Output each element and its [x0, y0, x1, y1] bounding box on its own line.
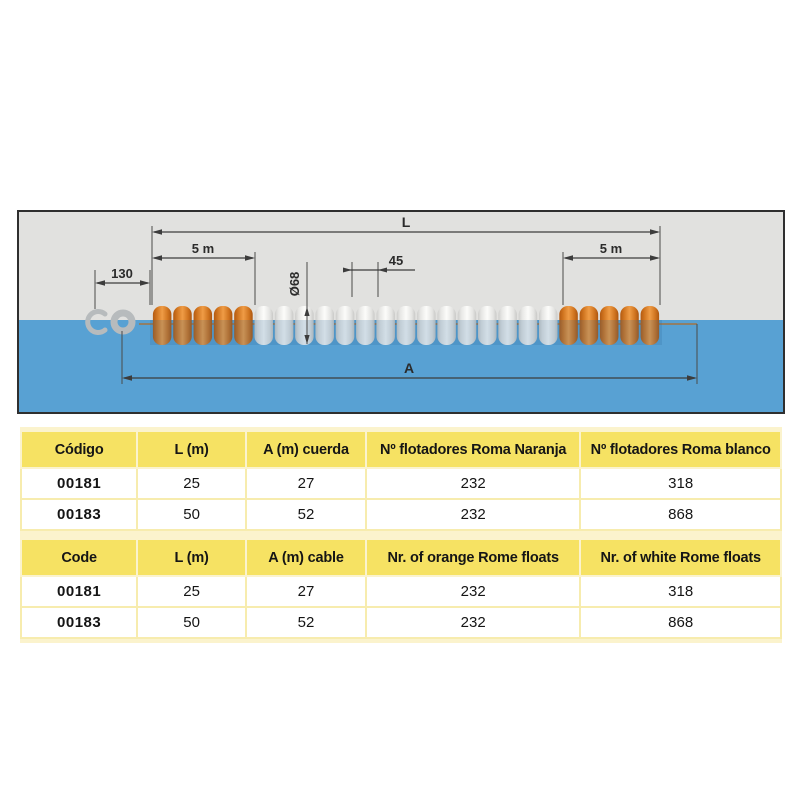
table-row [21, 607, 781, 638]
table-cell: 50 [137, 499, 246, 530]
table-row [21, 576, 781, 607]
dim-label-5m-right: 5 m [599, 241, 623, 256]
table-cell: 868 [580, 607, 781, 638]
code-cell: 00181 [21, 468, 137, 499]
table-cell: 52 [246, 607, 366, 638]
water-overlay [150, 320, 662, 345]
code-cell: 00181 [21, 576, 137, 607]
header-cell: Código [21, 431, 137, 468]
dim-label-L: L [401, 214, 411, 230]
table-cell: 52 [246, 499, 366, 530]
header-cell: A (m) cable [246, 539, 366, 576]
table-cell: 232 [366, 468, 580, 499]
table-cell: 25 [137, 468, 246, 499]
spec-tables-panel [20, 427, 782, 643]
dim-label-diameter: Ø68 [287, 271, 302, 297]
table-cell: 50 [137, 607, 246, 638]
float-line-drawing [19, 212, 783, 412]
table-cell: 27 [246, 468, 366, 499]
table-cell: 868 [580, 499, 781, 530]
spec-table-spanish [20, 430, 782, 531]
dim-label-130: 130 [111, 266, 133, 281]
code-cell: 00183 [21, 499, 137, 530]
header-cell: L (m) [137, 539, 246, 576]
header-cell: Nº flotadores Roma Naranja [366, 431, 580, 468]
header-cell: Nr. of orange Rome floats [366, 539, 580, 576]
spec-table-english [20, 538, 782, 639]
table-cell: 232 [366, 607, 580, 638]
header-cell: Nº flotadores Roma blanco [580, 431, 781, 468]
table-header-row [21, 431, 781, 468]
table-cell: 318 [580, 468, 781, 499]
header-cell: A (m) cuerda [246, 431, 366, 468]
header-cell: Code [21, 539, 137, 576]
table-row [21, 499, 781, 530]
dim-label-45: 45 [388, 253, 404, 268]
float-line-diagram [17, 210, 785, 414]
header-cell: Nr. of white Rome floats [580, 539, 781, 576]
table-cell: 232 [366, 576, 580, 607]
table-row [21, 468, 781, 499]
table-divider [20, 531, 782, 538]
header-cell: L (m) [137, 431, 246, 468]
code-cell: 00183 [21, 607, 137, 638]
dim-label-5m-left: 5 m [191, 241, 215, 256]
dim-label-A: A [403, 360, 415, 376]
table-cell: 27 [246, 576, 366, 607]
table-header-row [21, 539, 781, 576]
table-cell: 232 [366, 499, 580, 530]
table-cell: 318 [580, 576, 781, 607]
table-cell: 25 [137, 576, 246, 607]
